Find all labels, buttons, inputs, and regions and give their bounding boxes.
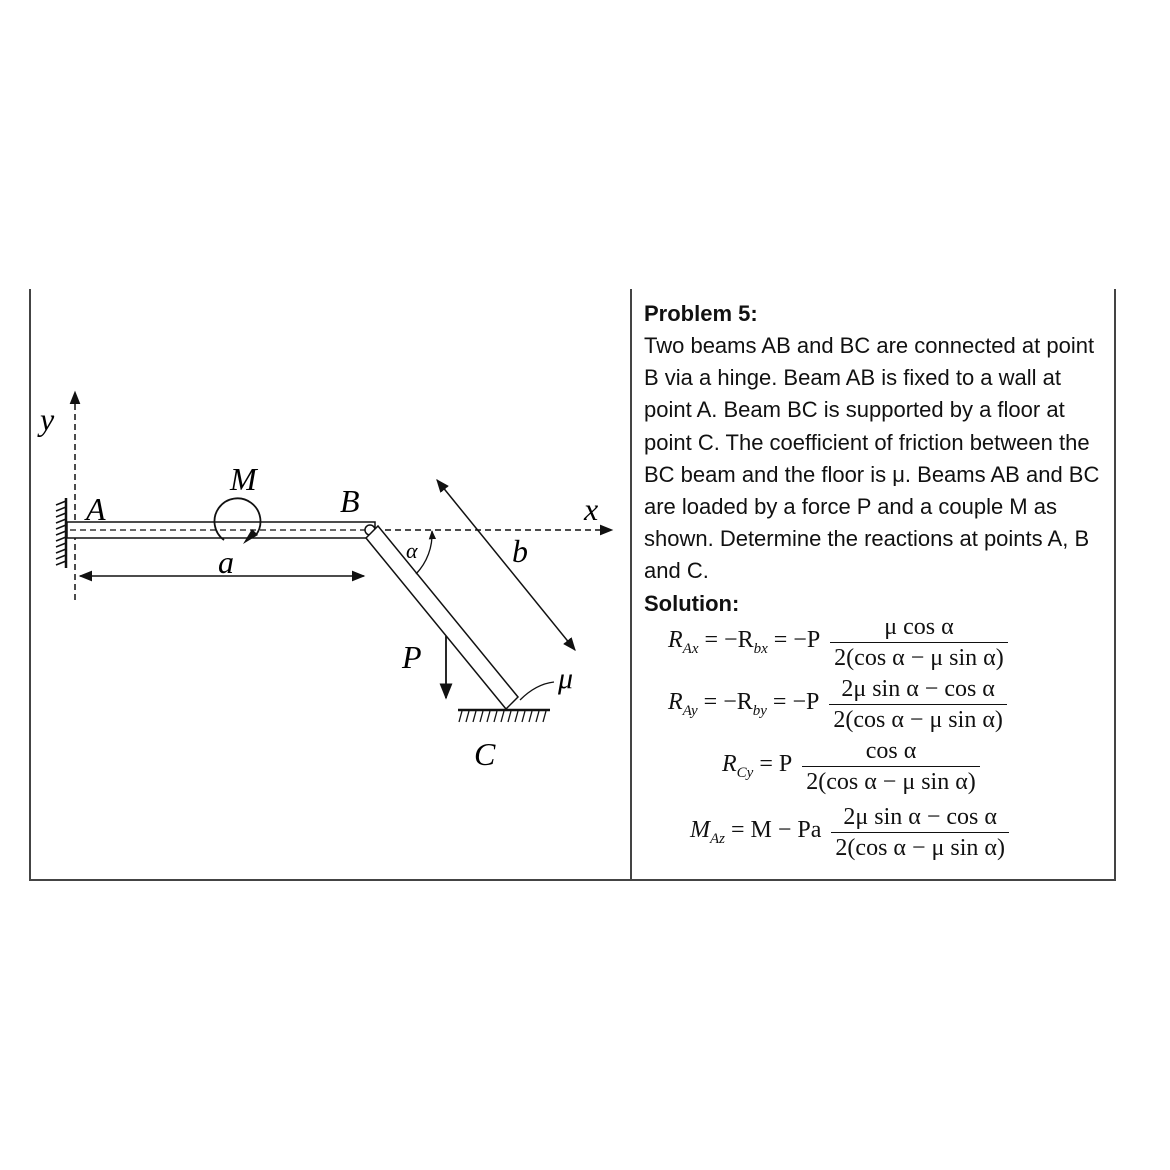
beam-diagram (0, 0, 630, 880)
friction-leader (520, 682, 554, 700)
label-m: M (230, 461, 257, 497)
label-b-dim: b (512, 533, 528, 569)
table-border-middle (630, 289, 632, 881)
label-y: y (40, 401, 55, 437)
label-mu: μ (558, 662, 574, 695)
problem-text-column (644, 298, 1109, 620)
wall-support (56, 498, 66, 568)
label-c-point: C (474, 736, 496, 772)
label-x: x (584, 491, 599, 527)
equation-ray: $R_{Ay} = -R_{by} = -P$ $\frac{\text{2μ sin α − cos α}}{\text{2(cos α − μ sin α)}}$ (668, 674, 1007, 735)
label-b-point: B (340, 483, 360, 519)
solution-label: Solution: (644, 590, 740, 616)
problem-statement: Two beams AB and BC are connected at point B via a hinge. Beam AB is fixed to a wall at point A. Beam BC is supported by a floor at point C. The coefficient of friction between the BC beam and the floor is μ. Beams AB and BC are loaded by a force P and a couple M as shown. Determine the reactions at points A, B and C. (644, 333, 1100, 584)
problem-title: Problem 5: (644, 301, 758, 326)
angle-alpha-arc (416, 531, 432, 574)
table-border-right (1114, 289, 1116, 881)
floor-support (458, 710, 550, 722)
equation-rcy: $R_{Cy} = P$ $\frac{\text{cos α}}{\text{2(cos α − μ sin α)}}$ (722, 736, 980, 797)
equation-maz: $M_{Az} = M - Pa$ $\frac{\text{2μ sin α − cos α}}{\text{2(cos α − μ sin α)}}$ (690, 802, 1009, 863)
label-a-point: A (86, 491, 106, 527)
beam-bc (366, 526, 518, 709)
equation-rax: $R_{Ax} = -R_{bx} = -P$ $\frac{\text{μ cos α}}{\text{2(cos α − μ sin α)}}$ (668, 612, 1008, 673)
label-alpha: α (406, 538, 418, 563)
label-a-dim: a (218, 544, 234, 580)
label-p: P (402, 639, 422, 675)
